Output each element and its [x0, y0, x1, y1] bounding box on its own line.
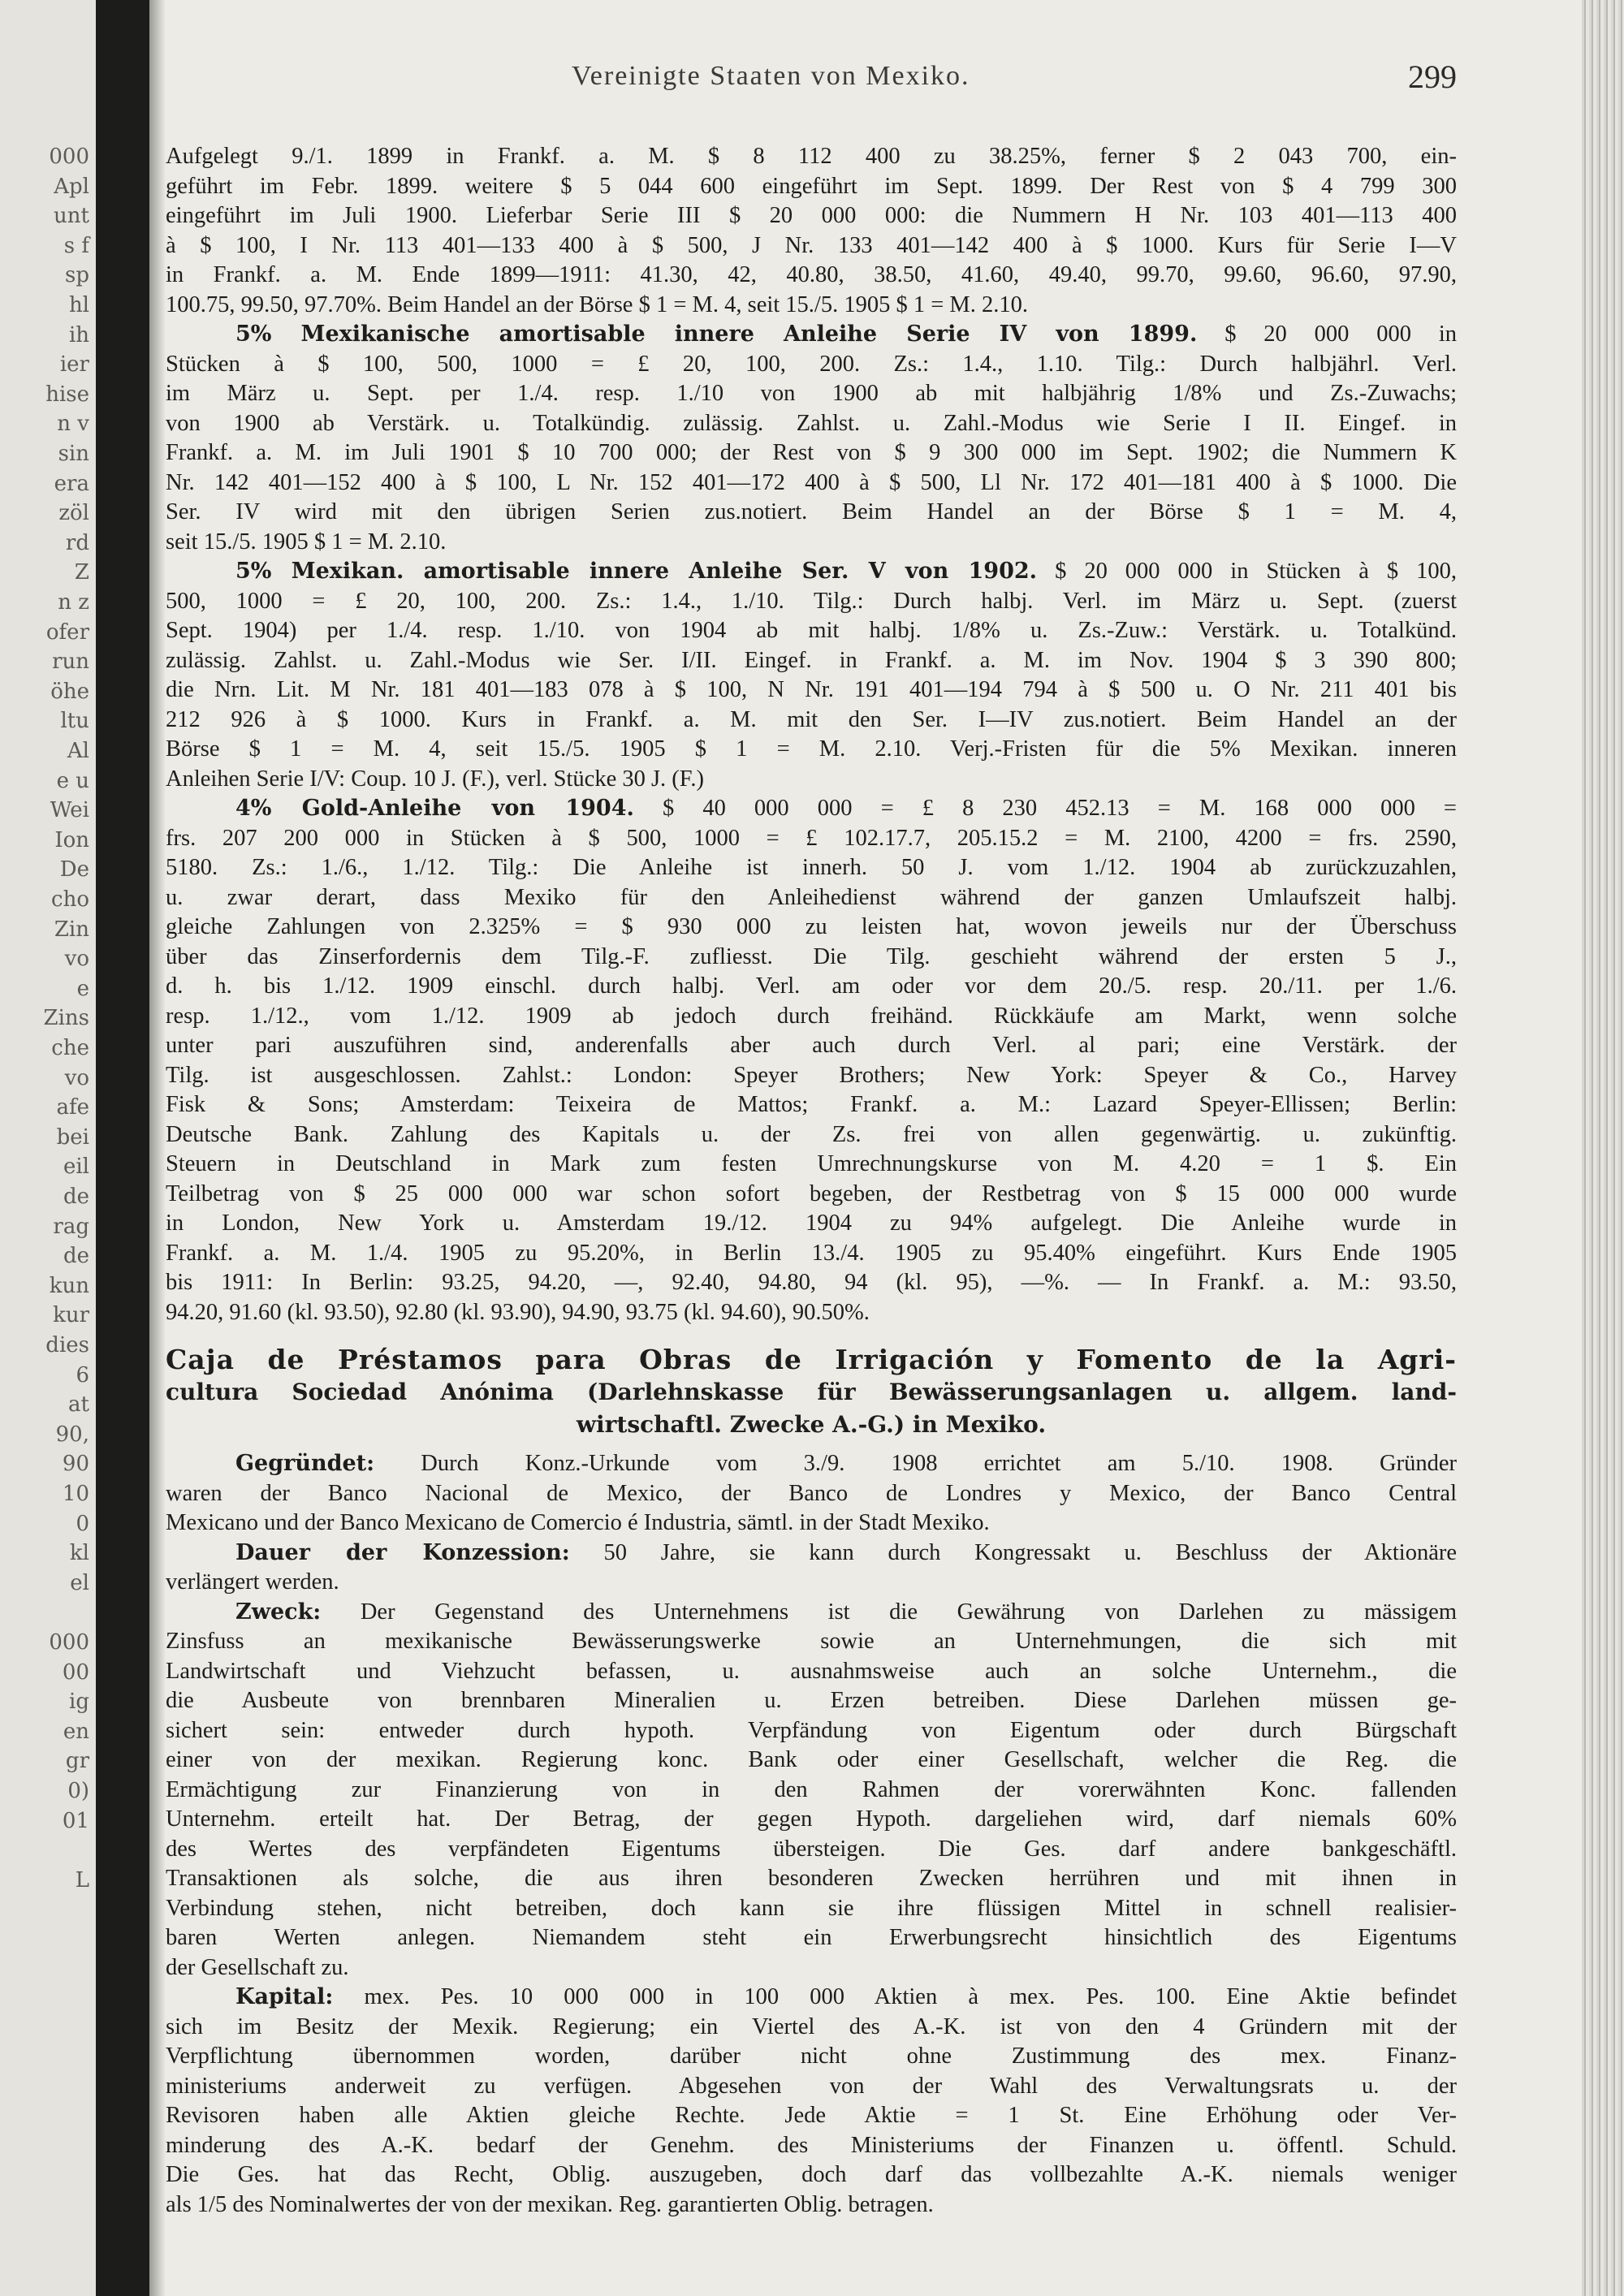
text-line [166, 883, 1457, 913]
prev-page-fragment: Ion [54, 827, 89, 852]
paragraph-serie-iv [166, 320, 1457, 557]
paragraph-serie-v [166, 557, 1457, 794]
prev-page-fragment: De [59, 857, 89, 883]
prev-page-fragment: afe [56, 1095, 89, 1120]
prev-page-fragment: 0 [76, 1511, 89, 1536]
text-line [166, 1479, 1457, 1509]
prev-page-fragment: 6 [76, 1362, 89, 1388]
text-line [166, 1894, 1457, 1924]
text-line [166, 706, 1457, 736]
text-line [166, 1002, 1457, 1032]
text-run: bis 1911: In Berlin: 93.25, 94.20, —, 92.40, 94.80, 94 (kl. 95), —%. — In Frankf. a. M.: 93.50, [166, 1270, 1457, 1295]
prev-page-fragment: Z [74, 560, 89, 585]
prev-page-fragment: kl [69, 1541, 89, 1566]
text-line: eingeführt im Juli 1900. Lieferbar Serie III $ 20 000 000: die Nummern H Nr. 103 401—113 400 [166, 203, 1457, 228]
text-run: im März u. Sept. per 1./4. resp. 1./10 von 1900 ab mit halbjährig 1/8% und Zs.-Zuwachs; [166, 381, 1457, 406]
text-line [166, 1657, 1457, 1687]
text-line [166, 943, 1457, 973]
prev-page-fragment: dies [45, 1333, 89, 1357]
text-line [166, 1805, 1457, 1835]
text-line [166, 765, 1457, 795]
prev-page-fragment: ier [59, 352, 89, 378]
section-title [166, 1344, 1457, 1441]
prev-page-fragment: n z [58, 590, 89, 615]
text-line [166, 1268, 1457, 1298]
text-run: sich im Besitz der Mexik. Regierung; ein Viertel des A.-K. ist von den 4 Gründern mit der [166, 2013, 1457, 2039]
text-line [166, 1983, 1457, 2013]
text-run: Anleihen Serie I/V: Coup. 10 J. (F.), verl. Stücke 30 J. (F.) [166, 766, 704, 792]
text-line [166, 1239, 1457, 1269]
previous-page-fragment [0, 0, 96, 2296]
text-run: gleiche Zahlungen von 2.325% = $ 930 000 zu leisten hat, wovon jeweils nur der Überschuss [166, 914, 1457, 939]
paragraph-gegruendet [166, 1449, 1457, 1539]
prev-page-fragment: el [70, 1570, 89, 1595]
text-line [166, 350, 1457, 380]
prev-page-fragment: at [68, 1392, 89, 1418]
text-run: Durch Konz.-Urkunde vom 3./9. 1908 errichtet am 5./10. 1908. Gründer [421, 1451, 1458, 1476]
text-run: ministeriums anderweit zu verfügen. Abgesehen von der Wahl des Verwaltungsrats u. der [166, 2073, 1457, 2099]
page-edges [1582, 0, 1624, 2296]
prev-page-fragment: ig [69, 1690, 89, 1715]
prev-page-fragment: sin [58, 442, 89, 466]
text-line [166, 1209, 1457, 1239]
text-run: die Ausbeute von brennbaren Mineralien u. Erzen betreiben. Diese Darlehen müssen ge- [166, 1688, 1457, 1713]
text-run: mex. Pes. 10 000 000 in 100 000 Aktien à mex. Pes. 100. Eine Aktie befindet [364, 1984, 1458, 2009]
paragraph-heading: 4% Gold-Anleihe von 1904. [235, 796, 634, 821]
text-run: über das Zinserfordernis dem Tilg.-F. zufliesst. Die Tilg. geschieht während der ersten 5 J., [166, 943, 1457, 969]
text-run: 500, 1000 = £ 20, 100, 200. Zs.: 1.4., 1./10. Tilg.: Durch halbj. Verl. im März u. Sept. (zuerst [166, 588, 1457, 614]
text-run: Mexicano und der Banco Mexicano de Comercio é Industria, sämtl. in der Stadt Mexiko. [166, 1510, 990, 1535]
text-run: Transaktionen als solche, die aus ihren besonderen Zwecken herrühren und mit ihnen in [166, 1866, 1457, 1891]
text-run: verlängert werden. [166, 1569, 339, 1595]
prev-page-fragment: unt [54, 204, 89, 229]
prev-page-fragment: de [63, 1244, 89, 1269]
text-line [166, 409, 1457, 439]
prev-page-fragment: e u [56, 768, 89, 793]
text-run: seit 15./5. 1905 $ 1 = M. 2.10. [166, 529, 447, 555]
text-run: Stücken à $ 100, 500, 1000 = £ 20, 100, 200. Zs.: 1.4., 1.10. Tilg.: Durch halbjährl. Verl. [166, 351, 1457, 377]
text-line [166, 1953, 1457, 1983]
paragraph-heading: Kapital: [235, 1984, 334, 2009]
prev-page-fragment: rd [65, 530, 89, 555]
text-run: Unternehm. erteilt hat. Der Betrag, der gegen Hypoth. dargeliehen wird, darf niemals 60% [166, 1806, 1457, 1832]
text-line [166, 1508, 1457, 1539]
text-run: 212 926 à $ 1000. Kurs in Frankf. a. M. mit den Ser. I—IV zus.notiert. Beim Handel an der [166, 706, 1457, 732]
text-line [166, 1061, 1457, 1091]
text-line [166, 972, 1457, 1002]
text-run: 50 Jahre, sie kann durch Kongressakt u. Beschluss der Aktionäre [603, 1539, 1458, 1565]
prev-page-fragment: eil [63, 1154, 89, 1180]
text-run: $ 40 000 000 = £ 8 230 452.13 = M. 168 000 000 = [662, 796, 1457, 821]
prev-page-fragment: 000 [49, 1630, 89, 1655]
text-run: Steuern in Deutschland in Mark zum festen Umrechnungskurse von M. 4.20 = 1 $. Ein [166, 1151, 1457, 1176]
text-run: Fisk & Sons; Amsterdam: Teixeira de Mattos; Frankf. a. M.: Lazard Speyer-Ellissen; Berlin: [166, 1092, 1457, 1117]
binding-shadow [149, 0, 166, 2296]
paragraph-gold-anleihe [166, 794, 1457, 1327]
text-run: baren Werten anlegen. Niemandem steht ein Erwerbungsrecht hinsichtlich des Eigentums [166, 1925, 1457, 1950]
section-title-line-2: cultura Sociedad Anónima (Darlehnskasse für Bewässerungsanlagen u. allgem. land- [166, 1379, 1457, 1405]
text-line [166, 2013, 1457, 2043]
text-run: in London, New York u. Amsterdam 19./12. 1904 zu 94% aufgelegt. Die Anleihe wurde in [166, 1211, 1457, 1236]
prev-page-fragment: rag [53, 1214, 89, 1239]
text-run: Ser. IV wird mit den übrigen Serien zus.notiert. Beim Handel an der Börse $ 1 = M. 4, [166, 499, 1457, 524]
text-line: Aufgelegt 9./1. 1899 in Frankf. a. M. $ 8 112 400 zu 38.25%, ferner $ 2 043 700, ein- [166, 144, 1457, 169]
text-run: $ 20 000 000 in Stücken à $ 100, [1055, 559, 1458, 584]
text-line [166, 853, 1457, 883]
text-line [166, 1031, 1457, 1061]
text-run: Deutsche Bank. Zahlung des Kapitals u. der Zs. frei von allen gegenwärtig. u. zukünftig. [166, 1121, 1457, 1147]
prev-page-fragment: 90 [62, 1452, 89, 1477]
text-line [166, 1449, 1457, 1479]
paragraph-heading: Zweck: [235, 1599, 322, 1625]
text-run: Verbindung stehen, nicht betreiben, doch kann sie ihre flüssigen Mittel in schnell realisier- [166, 1895, 1457, 1921]
text-line [166, 1598, 1457, 1628]
prev-page-fragment: Zin [54, 917, 89, 942]
prev-page-fragment: ih [68, 322, 89, 347]
text-run: unter pari auszuführen sind, anderenfalls aber auch durch Verl. al pari; eine Verstärk. der [166, 1033, 1457, 1058]
paragraph-dauer [166, 1539, 1457, 1598]
paragraph-kapital [166, 1983, 1457, 2220]
running-head [166, 58, 1457, 101]
prev-page-fragment: L [75, 1867, 89, 1892]
text-line [166, 468, 1457, 498]
text-run: 94.20, 91.60 (kl. 93.50), 92.80 (kl. 93.90), 94.90, 93.75 (kl. 94.60), 90.50%. [166, 1299, 870, 1325]
text-run: resp. 1./12., vom 1./12. 1909 ab jedoch durch freihänd. Rückkäufe am Markt, wenn solche [166, 1003, 1457, 1029]
text-line [166, 1627, 1457, 1657]
text-line [166, 2072, 1457, 2102]
text-run: Revisoren haben alle Aktien gleiche Rechte. Jede Aktie = 1 St. Eine Erhöhung oder Ver- [166, 2103, 1457, 2128]
text-line [166, 1120, 1457, 1150]
prev-page-fragment: zöl [58, 501, 89, 526]
text-line: à $ 100, I Nr. 113 401—133 400 à $ 500, J Nr. 133 401—142 400 à $ 1000. Kurs für Serie I—V [166, 232, 1457, 258]
prev-page-fragment: öhe [50, 679, 89, 704]
text-line [166, 616, 1457, 646]
text-run: Frankf. a. M. 1./4. 1905 zu 95.20%, in Berlin 13./4. 1905 zu 95.40% eingeführt. Kurs Ende 1905 [166, 1240, 1457, 1266]
text-run: Der Gegenstand des Unternehmens ist die Gewährung von Darlehen zu mässigem [360, 1599, 1457, 1625]
text-run: von 1900 ab Verstärk. u. Totalkündig. zulässig. Zahlst. u. Zahl.-Modus wie Serie I II. Eingef. in [166, 410, 1457, 436]
text-run: Verpflichtung übernommen worden, darüber nicht ohne Zustimmung des mex. Finanz- [166, 2044, 1457, 2069]
text-line [166, 1568, 1457, 1598]
prev-page-fragment: cho [51, 887, 89, 912]
text-run: die Nrn. Lit. M Nr. 181 401—183 078 à $ 100, N Nr. 191 401—194 794 à $ 500 u. O Nr. 211 401 bis [166, 677, 1457, 702]
prev-page-fragment: hl [68, 293, 89, 317]
prev-page-fragment: e [76, 976, 89, 1001]
paragraph-zweck [166, 1598, 1457, 1983]
text-line [166, 1298, 1457, 1328]
text-run: als 1/5 des Nominalwertes der von der mexikan. Reg. garantierten Oblig. betragen. [166, 2191, 934, 2217]
prev-page-fragment: run [52, 650, 89, 675]
text-line [166, 1923, 1457, 1953]
prev-page-fragment: kur [53, 1303, 89, 1328]
text-run: Tilg. ist ausgeschlossen. Zahlst.: London: Speyer Brothers; New York: Speyer & Co., Harvey [166, 1062, 1457, 1088]
paragraph-heading: Gegründet: [235, 1451, 375, 1476]
prev-page-fragment: 00 [62, 1659, 89, 1685]
prev-page-fragment: Apl [54, 174, 89, 199]
prev-page-fragment: bei [56, 1124, 89, 1150]
text-line [166, 557, 1457, 587]
paragraph-heading: Dauer der Konzession: [235, 1539, 570, 1565]
text-line [166, 1539, 1457, 1569]
prev-page-fragment: 0) [67, 1779, 89, 1803]
text-run: 5180. Zs.: 1./6., 1./12. Tilg.: Die Anleihe ist innerh. 50 J. vom 1./12. 1904 ab zurückzuzahlen, [166, 855, 1457, 880]
section-title-line-3: wirtschaftl. Zwecke A.-G.) in Mexiko. [576, 1411, 1047, 1438]
text-line [166, 675, 1457, 706]
text-line [166, 2042, 1457, 2072]
prev-page-fragment: ofer [45, 619, 89, 645]
text-line [166, 528, 1457, 558]
text-line [166, 1150, 1457, 1180]
text-run: des Wertes des verpfändeten Eigentums übersteigen. Die Ges. darf andere bankgeschäftl. [166, 1836, 1457, 1862]
text-line: in Frankf. a. M. Ende 1899—1911: 41.30, 42, 40.80, 38.50, 41.60, 49.40, 99.70, 99.60, 96.60, 97.90, [166, 262, 1457, 287]
text-line [166, 2131, 1457, 2161]
prev-page-fragment: Zins [43, 1006, 89, 1031]
text-line [166, 1686, 1457, 1716]
text-line [166, 794, 1457, 824]
text-run: d. h. bis 1./12. 1909 einschl. durch halbj. Verl. am oder vor dem 20./5. resp. 20./11. per 1./6. [166, 973, 1457, 999]
paragraph-aufgelegt [166, 142, 1457, 320]
book-page [166, 45, 1457, 2269]
text-run: sichert sein: entweder durch hypoth. Verpfändung von Eigentum oder durch Bürgschaft [166, 1717, 1457, 1743]
prev-page-fragment: sp [65, 263, 89, 288]
text-run: einer von der mexikan. Regierung konc. Bank oder einer Gesellschaft, welcher die Reg. die [166, 1747, 1457, 1772]
text-line [166, 587, 1457, 617]
text-run: Frankf. a. M. im Juli 1901 $ 10 700 000; der Rest von $ 9 300 000 im Sept. 1902; die Nummern K [166, 440, 1457, 465]
prev-page-fragment: era [54, 471, 89, 496]
book-binding [96, 0, 149, 2296]
prev-page-fragment: Wei [50, 798, 89, 823]
text-run: der Gesellschaft zu. [166, 1954, 349, 1980]
text-run: zulässig. Zahlst. u. Zahl.-Modus wie Ser. I/II. Eingef. in Frankf. a. M. im Nov. 1904 $ 3 390 800; [166, 647, 1457, 673]
section-title-line-1: Caja de Préstamos para Obras de Irrigación y Fomento de la Agri- [166, 1344, 1457, 1375]
text-line [166, 1776, 1457, 1806]
prev-page-fragment: 01 [62, 1808, 89, 1833]
text-run: Sept. 1904) per 1./4. resp. 1./10. von 1904 ab mit halbj. 1/8% u. Zs.-Zuw.: Verstärk. u. Totalkünd. [166, 618, 1457, 643]
running-title: Vereinigte Staaten von Mexiko. [572, 61, 970, 91]
page-number: 299 [1408, 58, 1457, 95]
text-line [166, 320, 1457, 350]
paragraph-heading: 5% Mexikan. amortisable innere Anleihe Ser. V von 1902. [235, 559, 1038, 584]
text-run: Börse $ 1 = M. 4, seit 15./5. 1905 $ 1 = M. 2.10. Verj.-Fristen für die 5% Mexikan. inneren [166, 736, 1457, 762]
text-line [166, 2190, 1457, 2220]
text-run: minderung des A.-K. bedarf der Genehm. des Ministeriums der Finanzen u. öffentl. Schuld. [166, 2132, 1457, 2158]
prev-page-fragment: gr [65, 1749, 89, 1774]
prev-page-fragment: hise [45, 382, 89, 407]
text-run: Ermächtigung zur Finanzierung von in den Rahmen der vorerwähnten Konc. fallenden [166, 1776, 1457, 1802]
text-run: Die Ges. hat das Recht, Oblig. auszugeben, doch darf das vollbezahlte A.-K. niemals weniger [166, 2162, 1457, 2187]
paragraph-heading: 5% Mexikanische amortisable innere Anleihe Serie IV von 1899. [235, 322, 1198, 347]
text-line [166, 379, 1457, 409]
text-line [166, 2160, 1457, 2190]
text-line [166, 2101, 1457, 2131]
text-line [166, 824, 1457, 854]
prev-page-fragment: 10 [62, 1482, 89, 1506]
text-line [166, 646, 1457, 676]
prev-page-fragment: de [63, 1185, 89, 1209]
prev-page-fragment: vo [64, 947, 89, 972]
text-line [166, 913, 1457, 943]
text-line [166, 1864, 1457, 1894]
text-run: frs. 207 200 000 in Stücken à $ 500, 1000 = £ 102.17.7, 205.15.2 = M. 2100, 4200 = frs. 2590, [166, 825, 1457, 851]
prev-page-fragment: Al [67, 739, 89, 763]
text-run: u. zwar derart, dass Mexiko für den Anleihedienst während der ganzen Umlaufszeit halbj. [166, 884, 1457, 910]
prev-page-fragment: che [51, 1036, 89, 1060]
text-run: Nr. 142 401—152 400 à $ 100, L Nr. 152 401—172 400 à $ 500, Ll Nr. 172 401—181 400 à $ 1000. Die [166, 469, 1457, 495]
text-run: Landwirtschaft und Viehzucht befassen, u. ausnahmsweise auch an solche Unternehm., die [166, 1658, 1457, 1684]
prev-page-fragment: 90, [55, 1422, 89, 1447]
text-run: $ 20 000 000 in [1224, 322, 1457, 347]
prev-page-fragment: 000 [49, 145, 89, 169]
prev-page-fragment: ltu [60, 709, 89, 734]
text-line [166, 498, 1457, 528]
text-line: geführt im Febr. 1899. weitere $ 5 044 600 eingeführt im Sept. 1899. Der Rest von $ 4 799 300 [166, 173, 1457, 199]
prev-page-fragment: vo [64, 1065, 89, 1090]
text-line [166, 735, 1457, 765]
prev-page-fragment: n v [57, 412, 89, 437]
body-text [166, 142, 1457, 2220]
text-line [166, 1090, 1457, 1120]
prev-page-fragment: s f [63, 233, 89, 258]
text-line [166, 1835, 1457, 1865]
text-line [166, 1746, 1457, 1776]
text-run: Zinsfuss an mexikanische Bewässerungswerke sowie an Unternehmungen, die sich mit [166, 1629, 1457, 1654]
text-run: waren der Banco Nacional de Mexico, der Banco de Londres y Mexico, der Banco Central [166, 1480, 1457, 1506]
text-line: 100.75, 99.50, 97.70%. Beim Handel an der Börse $ 1 = M. 4, seit 15./5. 1905 $ 1 = M. 2.10. [166, 291, 1029, 317]
prev-page-fragment: kun [49, 1273, 89, 1298]
text-line [166, 1180, 1457, 1210]
text-line [166, 438, 1457, 468]
prev-page-fragment: en [63, 1719, 89, 1744]
text-run: Teilbetrag von $ 25 000 000 war schon sofort begeben, der Restbetrag von $ 15 000 000 wurde [166, 1180, 1457, 1206]
text-line [166, 1716, 1457, 1746]
